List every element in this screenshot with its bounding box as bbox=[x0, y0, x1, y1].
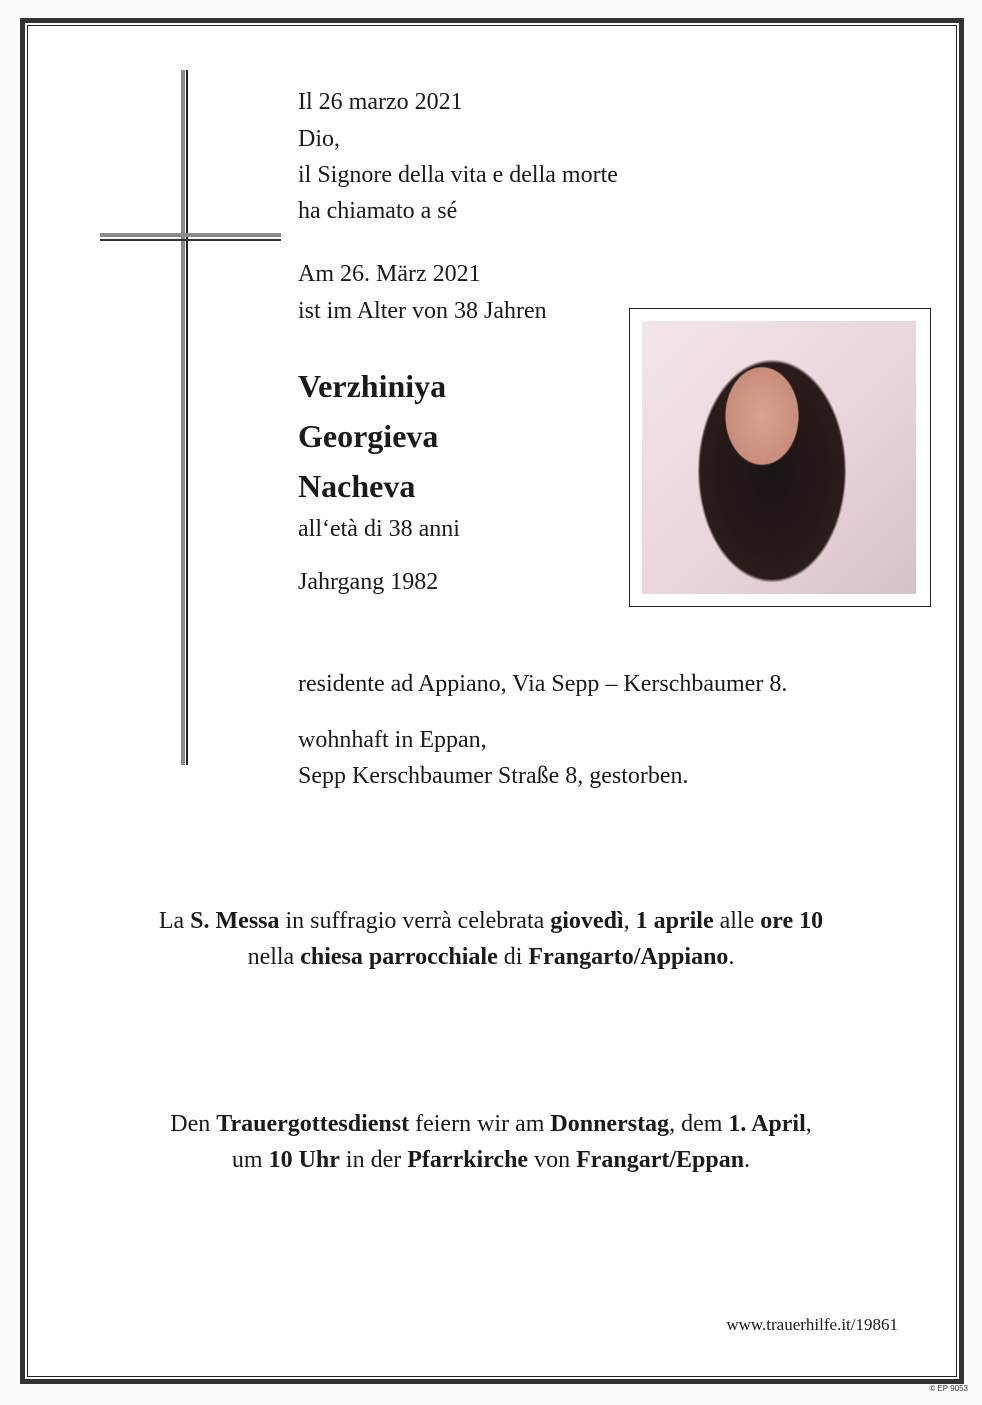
intro-de-line: Am 26. März 2021 bbox=[298, 261, 481, 287]
residence-it: residente ad Appiano, Via Sepp – Kerschbaumer 8. bbox=[298, 671, 788, 697]
deceased-name: Verzhiniya bbox=[298, 368, 447, 404]
copyright-code: © EP 9053 bbox=[929, 1384, 968, 1393]
intro-it-line: Dio, bbox=[298, 126, 340, 152]
residence-de-line: wohnhaft in Eppan, bbox=[298, 727, 487, 753]
mass-de-line1: Den Trauergottesdienst feiern wir am Donnerstag, dem 1. April, bbox=[170, 1111, 812, 1137]
intro-it-line: Il 26 marzo 2021 bbox=[298, 89, 463, 115]
age-it: all‘età di 38 anni bbox=[298, 516, 460, 542]
birth-year: Jahrgang 1982 bbox=[298, 569, 439, 595]
intro-de-line: ist im Alter von 38 Jahren bbox=[298, 298, 547, 324]
mass-it-line1: La S. Messa in suffragio verrà celebrata giovedì, 1 aprile alle ore 10 bbox=[158, 908, 824, 934]
portrait-photo bbox=[642, 321, 916, 594]
intro-it-line: ha chiamato a sé bbox=[298, 198, 458, 224]
residence-de-line: Sepp Kerschbaumer Straße 8, gestorben. bbox=[298, 763, 689, 789]
website-link[interactable]: www.trauerhilfe.it/19861 bbox=[726, 1315, 898, 1334]
mass-it-line2: nella chiesa parrocchiale di Frangarto/Appiano. bbox=[247, 944, 735, 970]
deceased-name: Georgieva bbox=[298, 418, 439, 454]
mass-de-line2: um 10 Uhr in der Pfarrkirche von Frangart/Eppan. bbox=[231, 1147, 751, 1173]
deceased-name: Nacheva bbox=[298, 468, 416, 504]
intro-it-line: il Signore della vita e della morte bbox=[298, 162, 618, 188]
